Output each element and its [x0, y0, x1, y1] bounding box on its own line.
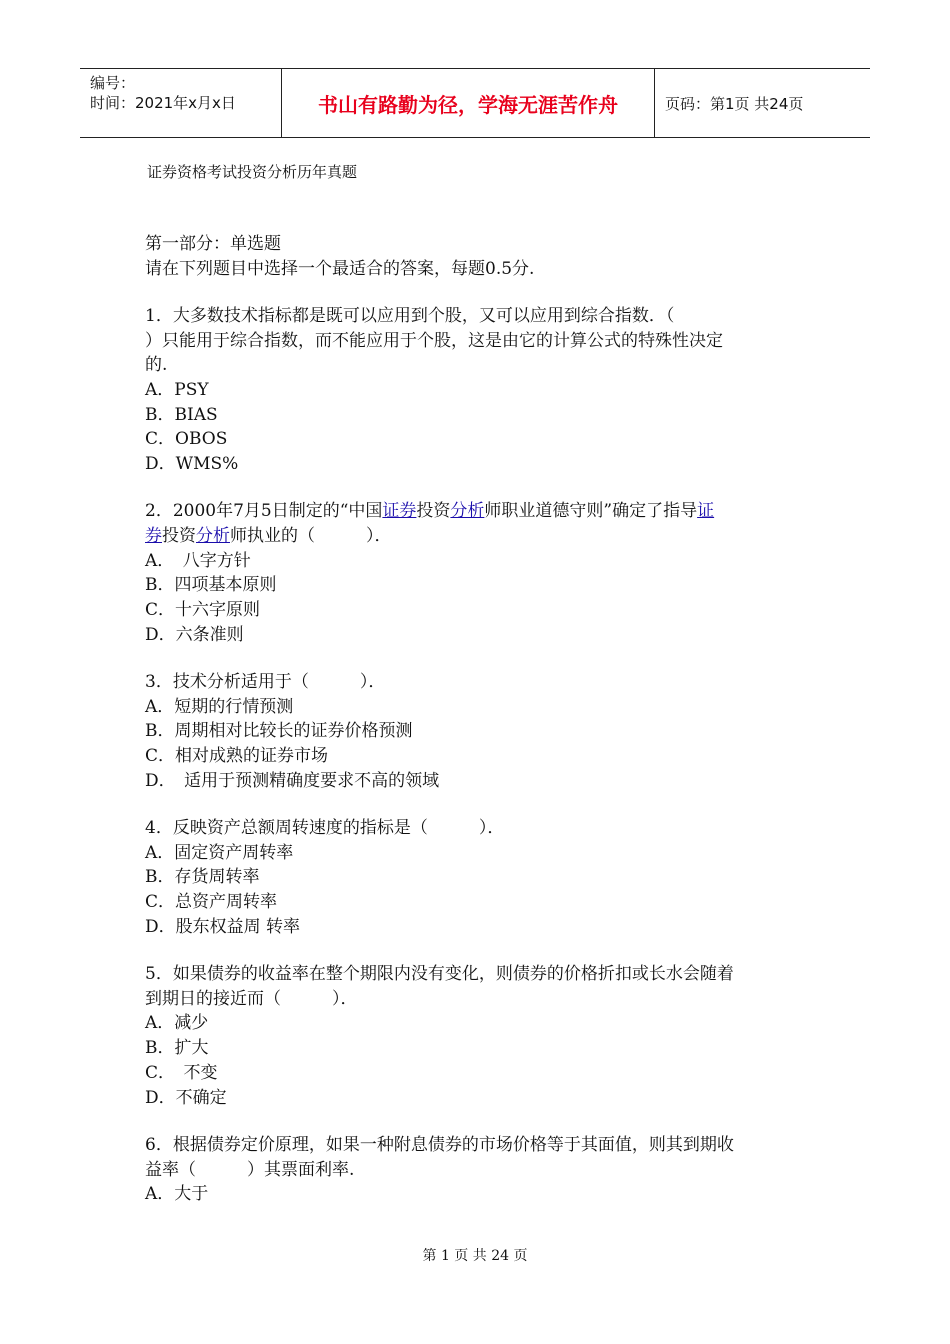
- header-motto: 书山有路勤为径，学海无涯苦作舟: [318, 92, 618, 117]
- option: C．相对成熟的证券市场: [145, 746, 329, 767]
- header-table: [80, 68, 870, 138]
- header-left: [90, 73, 236, 113]
- option: C．总资产周转率: [145, 892, 278, 913]
- option: A．PSY: [145, 380, 209, 401]
- option: C．OBOS: [145, 429, 228, 450]
- option: A．减少: [145, 1013, 209, 1034]
- question-text: 到期日的接近而（ ）．: [145, 988, 358, 1009]
- question-3: [145, 670, 815, 794]
- link-analysis[interactable]: 分析: [450, 501, 485, 522]
- option: A．固定资产周转率: [145, 842, 294, 863]
- document-title: 证券资格考试投资分析历年真题: [147, 163, 358, 181]
- text-span: 投资: [416, 501, 451, 522]
- question-text: [145, 524, 815, 549]
- option: A． 八字方针: [145, 550, 251, 571]
- question-text: ）只能用于综合指数，而不能应用于个股，这是由它的计算公式的特殊性决定: [145, 330, 723, 351]
- option: B．存货周转率: [145, 867, 260, 888]
- question-text: 益率（ ）其票面利率.: [145, 1159, 355, 1180]
- section-instruction: 请在下列题目中选择一个最适合的答案，每题0.5分.: [145, 258, 535, 279]
- question-text: 3．技术分析适用于（ ）．: [145, 672, 386, 693]
- date-label: 时间：2021年x月x日: [90, 94, 236, 112]
- option: B．四项基本原则: [145, 575, 277, 596]
- question-text: 1．大多数技术指标都是既可以应用到个股，又可以应用到综合指数．（: [145, 305, 675, 326]
- link-securities[interactable]: 证: [697, 501, 715, 522]
- link-securities[interactable]: 证券: [382, 501, 417, 522]
- question-text: 4．反映资产总额周转速度的指标是（ ）．: [145, 818, 505, 839]
- option: D．WMS%: [145, 454, 239, 475]
- link-securities[interactable]: 券: [145, 526, 162, 547]
- header-divider: [654, 69, 655, 137]
- section-title: 第一部分：单选题: [145, 234, 281, 254]
- question-4: [145, 816, 815, 940]
- question-text: [145, 499, 815, 524]
- option: B．周期相对比较长的证券价格预测: [145, 721, 413, 742]
- option: D．股东权益周 转率: [145, 916, 301, 937]
- question-2: [145, 499, 815, 647]
- question-5: [145, 962, 815, 1110]
- text-span: 2．2000年7月5日制定的“中国: [145, 501, 383, 522]
- number-label: 编号：: [90, 74, 136, 92]
- option: A．大于: [145, 1184, 209, 1205]
- text-span: 师职业道德守则”确定了指导: [484, 501, 698, 522]
- page-footer: 第 1 页 共 24 页: [422, 1248, 528, 1264]
- option: D． 适用于预测精确度要求不高的领域: [145, 770, 440, 791]
- question-1: [145, 304, 815, 477]
- link-analysis[interactable]: 分析: [196, 526, 230, 547]
- option: D．不确定: [145, 1087, 227, 1108]
- header-page-info: 页码：第1页 共24页: [665, 95, 804, 113]
- document-body: [145, 232, 815, 1207]
- text-span: 投资: [162, 526, 196, 547]
- option: B．扩大: [145, 1038, 209, 1059]
- option: B．BIAS: [145, 404, 218, 425]
- question-text: 的.: [145, 355, 168, 376]
- option: D．六条准则: [145, 624, 244, 645]
- question-text: 5．如果债券的收益率在整个期限内没有变化，则债券的价格折扣或长水会随着: [145, 964, 734, 985]
- option: C．十六字原则: [145, 600, 261, 621]
- option: A．短期的行情预测: [145, 696, 294, 717]
- question-text: 6．根据债券定价原理，如果一种附息债券的市场价格等于其面值，则其到期收: [145, 1134, 734, 1155]
- text-span: 师执业的（ ）．: [230, 526, 392, 547]
- option: C． 不变: [145, 1062, 218, 1083]
- question-6: [145, 1133, 815, 1207]
